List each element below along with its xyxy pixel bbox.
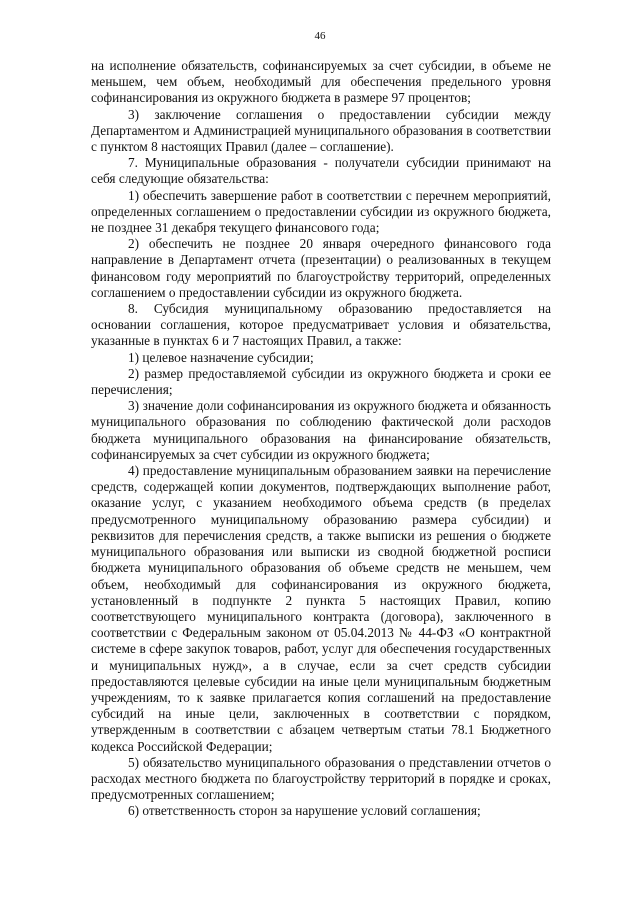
paragraph-8: 8. Субсидия муниципальному образованию предоставляется на основании соглашения, которое предусматривает условия и обязательства, указанные в пунктах 6 и 7 настоящих Правил, а также:	[91, 301, 551, 349]
paragraph-7: 7. Муниципальные образования - получатели субсидии принимают на себя следующие обязательства:	[91, 155, 551, 187]
paragraph-7-2: 2) обеспечить не позднее 20 января очередного финансового года направление в Департамент отчета (презентации) о реализованных в текущем финансовом году мероприятий по благоустройству территорий, определенных соглашением о предоставлении субсидии из окружного бюджета.	[91, 236, 551, 300]
paragraph-8-2: 2) размер предоставляемой субсидии из окружного бюджета и сроки ее перечисления;	[91, 365, 551, 398]
paragraph-7-1: 1) обеспечить завершение работ в соответствии с перечнем мероприятий, определенных соглашением о предоставлении субсидии из окружного бюджета, не позднее 31 декабря текущего финансового года;	[91, 187, 551, 236]
paragraph-8-5: 5) обязательство муниципального образования о представлении отчетов о расходах местного бюджета по благоустройству территорий в порядке и сроках, предусмотренных соглашением;	[91, 754, 551, 803]
page-number: 46	[314, 30, 326, 42]
paragraph-continuation: на исполнение обязательств, софинансируемых за счет субсидии, в объеме не меньшем, чем объем, необходимый для обеспечения предельного уровня софинансирования из окружного бюджета в размере 97 процентов;	[91, 58, 551, 106]
document-body	[91, 58, 551, 820]
paragraph-8-1: 1) целевое назначение субсидии;	[128, 349, 314, 365]
paragraph-8-6: 6) ответственность сторон за нарушение условий соглашения;	[128, 803, 481, 819]
paragraph-8-4: 4) предоставление муниципальным образованием заявки на перечисление средств, содержащей копии документов, подтверждающих выполнение работ, оказание услуг, с указанием необходимого объема средств (в пределах предусмотренного муниципальному образованию размера субсидии) и реквизитов для перечисления средств, а также выписки из решения о бюджете муниципального образования или выписки из сводной бюджетной росписи бюджета муниципального образования об объеме средств не меньшем, чем объем, необходимый для софинансирования из окружного бюджета, установленный в подпункте 2 пункта 5 настоящих Правил, копию соответствующего муниципального контракта (договора), заключенного в соответствии с Федеральным законом от 05.04.2013 № 44-ФЗ «О контрактной системе в сфере закупок товаров, работ, услуг для обеспечения государственных и муниципальных нужд», а в случае, если за счет средств субсидии предоставляются целевые субсидии на иные цели муниципальным бюджетным учреждениям, то к заявке прилагается копия соглашений на предоставление субсидий на иные цели, заключенных в соответствии с порядком, утвержденным в соответствии с абзацем четвертым статьи 78.1 Бюджетного кодекса Российской Федерации;	[91, 463, 551, 754]
paragraph-6-3: 3) заключение соглашения о предоставлении субсидии между Департаментом и Администрацией муниципального образования в соответствии с пунктом 8 настоящих Правил (далее – соглашение).	[91, 106, 551, 155]
paragraph-8-3: 3) значение доли софинансирования из окружного бюджета и обязанность муниципального образования по соблюдению фактической доли расходов бюджета муниципального образования на финансирование обязательств, софинансируемых за счет субсидии из окружного бюджета;	[91, 398, 551, 462]
